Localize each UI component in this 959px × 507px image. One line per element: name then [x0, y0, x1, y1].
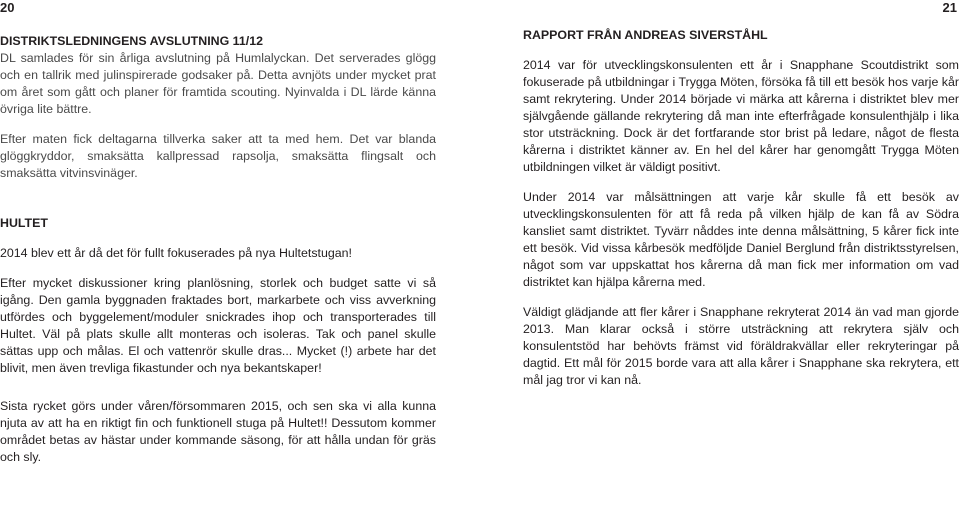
- page-number-left: 20: [0, 0, 15, 15]
- section-heading-distriktsledning: DISTRIKTSLEDNINGENS AVSLUTNING 11/12: [0, 34, 263, 48]
- left-column: [0, 33, 436, 466]
- paragraph: Sista rycket görs under våren/försommaren 2015, och sen ska vi alla kunna njuta av att ha en riktigt fin och funktionell stuga på Hultet!! Dessutom kommer området betas av hästar under kommande säsong, för att hålla undan för gräs och sly.: [0, 399, 436, 464]
- paragraph: Efter mycket diskussioner kring planlösning, storlek och budget satte vi så igång. Den gamla byggnaden fraktades bort, markarbete och viss avverkning utfördes och byggelement/moduler snickrades ihop och transporterades till Hultet. Väl på plats skulle allt monteras och isoleras. Tak och panel skulle sättas upp och målas. El och vattenrör skulle dras... Mycket (!) arbete har det blivit, men även trevliga fikastunder och nya bekantskaper!: [0, 276, 436, 375]
- right-column: [523, 27, 959, 389]
- section-heading-hultet: HULTET: [0, 216, 48, 230]
- paragraph: DL samlades för sin årliga avslutning på Humlalyckan. Det serverades glögg och en tallrik med julinspirerade godsaker på. Detta avnjöts under mycket prat om året som gått och planer för framtida scouting. Nyinvalda i DL lärde känna övriga lite bättre.: [0, 51, 436, 116]
- section-heading-rapport: RAPPORT FRÅN ANDREAS SIVERSTÅHL: [523, 28, 768, 42]
- page-number-right: 21: [942, 0, 957, 15]
- paragraph: Väldigt glädjande att fler kårer i Snapphane rekryterat 2014 än vad man gjorde 2013. Man klarar också i större utsträckning att rekrytera själv och konsulentstöd har behövts främst vid föräldrakvällar eller rekryteringar på dagtid. Ett mål för 2015 borde vara att alla kårer i Snapphane ska rekrytera, ett mål jag tror vi kan nå.: [523, 305, 959, 387]
- paragraph: 2014 var för utvecklingskonsulenten ett år i Snapphane Scoutdistrikt som fokuserade på utbildningar i Trygga Möten, försöka få till ett besök hos varje kår samt rekrytering. Under 2014 började vi märka att kårerna i distriktet blev mer självgående gällande rekrytering då man inte efterfrågade konsulenthjälp i lika stor utsträckning. Dock är det fortfarande stor brist på ledare, något de flesta kårerna i distriktet känner av. En hel del kårer har genomgått Trygga Möten utbildningen vilket är väldigt positivt.: [523, 58, 959, 174]
- paragraph: 2014 blev ett år då det för fullt fokuserades på nya Hultetstugan!: [0, 246, 352, 260]
- paragraph: Efter maten fick deltagarna tillverka saker att ta med hem. Det var blanda glöggkryddor, smaksätta kallpressad rapsolja, smaksätta flingsalt och smaksätta vitvinsvinäger.: [0, 132, 436, 180]
- paragraph: Under 2014 var målsättningen att varje kår skulle få ett besök av utvecklingskonsulenten för att få reda på vilken hjälp de kan få av Södra kansliet samt distriktet. Tyvärr nåddes inte denna målsättning, 5 kårer fick inte ett besök. Vid vissa kårbesök medföljde Daniel Berglund från distriktsstyrelsen, något som var uppskattat hos kårerna då man fick mer information om vad distriktet kan hjälpa kårerna med.: [523, 190, 959, 289]
